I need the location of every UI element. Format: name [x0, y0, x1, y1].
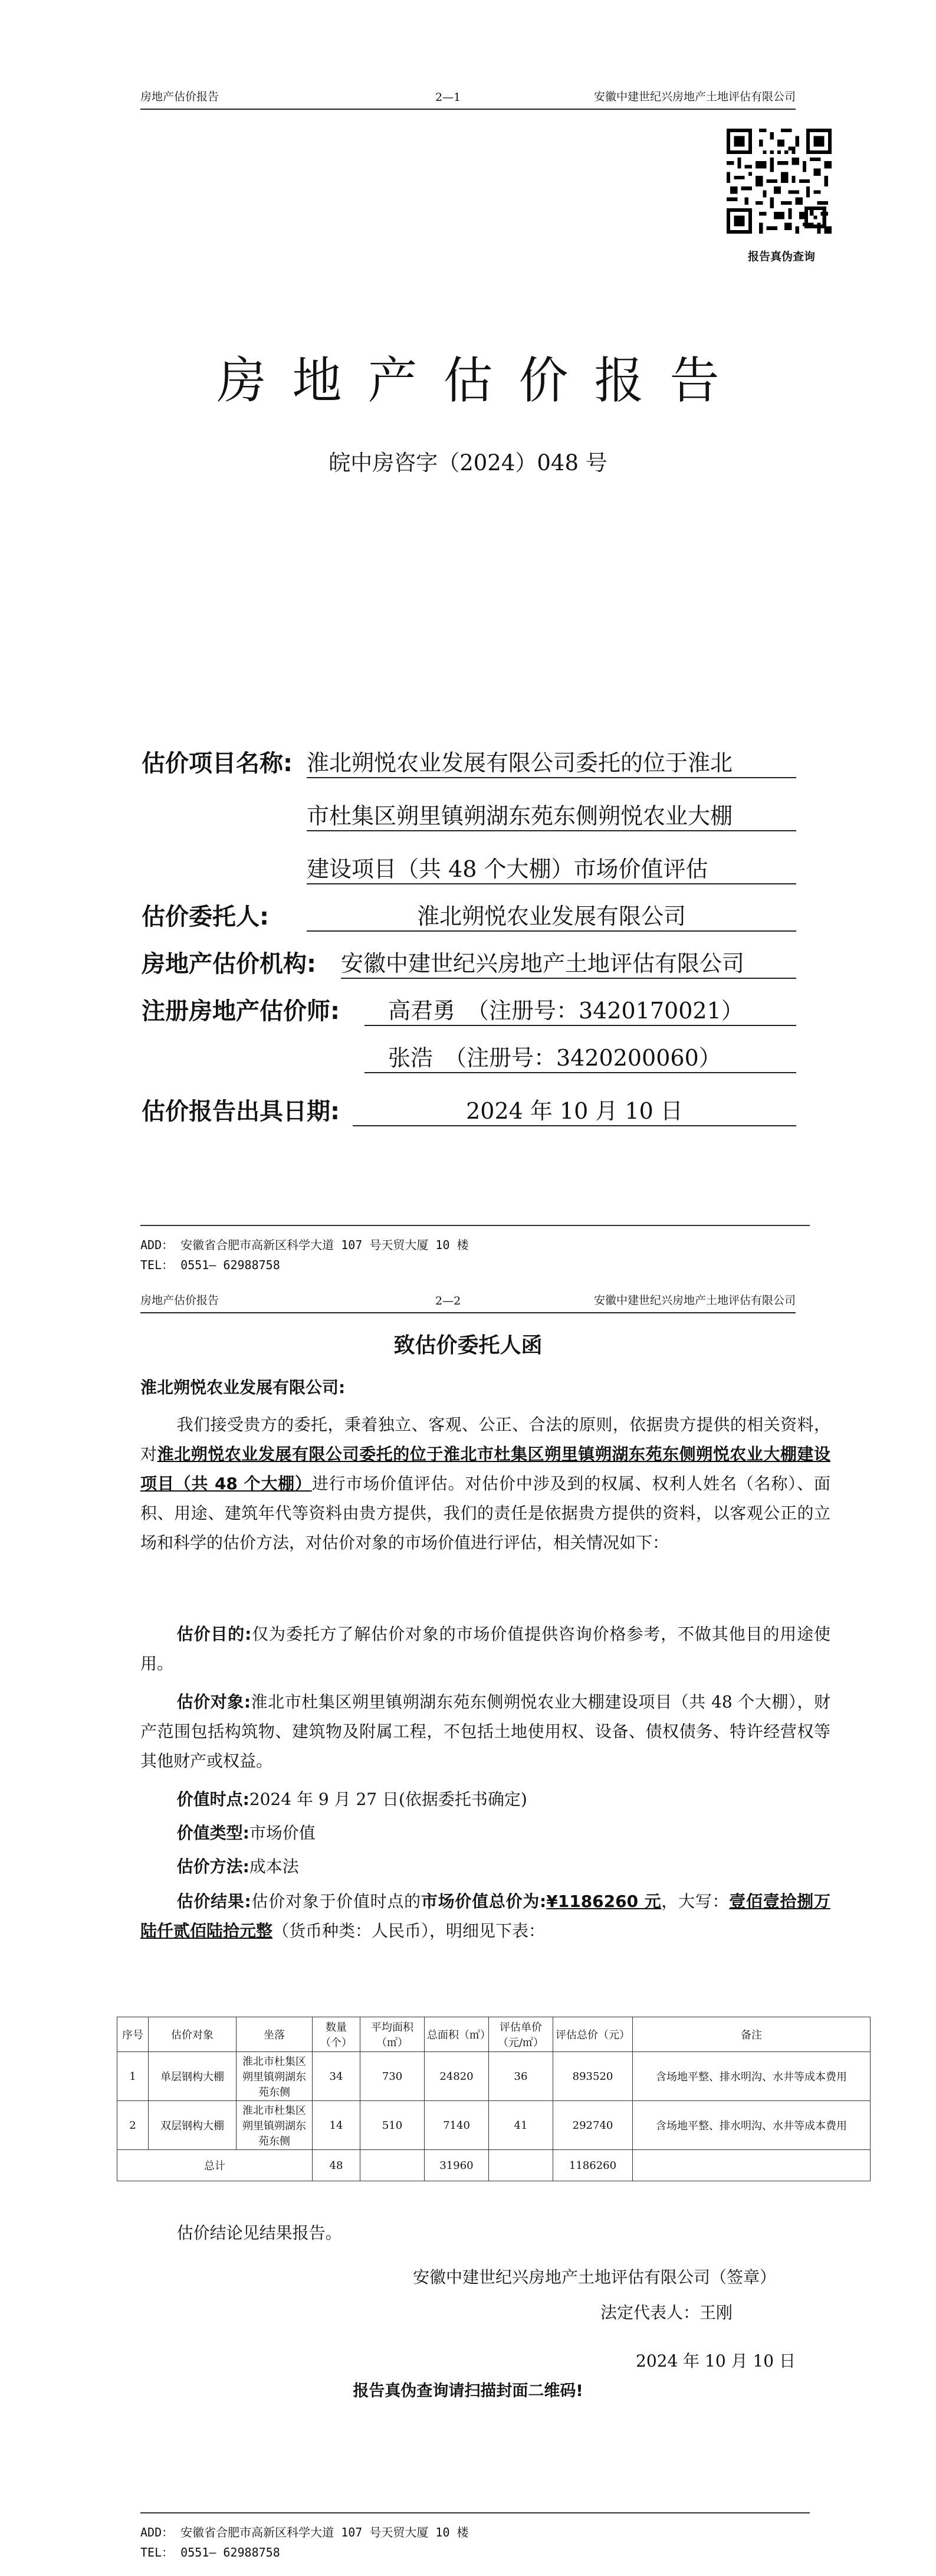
col-header: 坐落 — [237, 2017, 313, 2052]
table-row — [117, 2052, 871, 2101]
cell: 36 — [489, 2052, 553, 2101]
client-value: 淮北朔悦农业发展有限公司 — [307, 898, 796, 932]
appraiser-1: 高君勇 （注册号：3420170021） — [364, 992, 796, 1026]
agency-label: 房地产估价机构: — [142, 951, 316, 978]
valuation-table — [117, 2017, 871, 2181]
intro-paragraph — [140, 1410, 830, 1558]
purpose-label: 估价目的: — [176, 1624, 252, 1644]
col-header: 评估总价（元） — [553, 2017, 633, 2052]
footer-tel: TEL： 0551— 62988758 — [140, 2545, 280, 2559]
total-count: 48 — [313, 2150, 360, 2181]
result-text-d: ，大写： — [661, 1892, 730, 1911]
qr-code-icon[interactable] — [727, 129, 832, 234]
legal-representative: 法定代表人：王刚 — [600, 2303, 733, 2322]
intro-project: 淮北朔悦农业发展有限公司委托的位于淮北市杜集区朔里镇朔湖东苑东侧朔悦农业大棚建设项目（共 48 个大棚） — [140, 1444, 830, 1493]
cell: 1 — [117, 2052, 149, 2101]
header-company: 安徽中建世纪兴房地产土地评估有限公司 — [593, 90, 796, 103]
cell — [489, 2150, 553, 2181]
cell — [360, 2150, 425, 2181]
result-text-b: 市场价值总价为: — [421, 1892, 547, 1911]
total-label: 总计 — [117, 2150, 313, 2181]
cell: 淮北市杜集区朔里镇朔湖东苑东侧 — [237, 2052, 313, 2101]
header-left: 房地产估价报告 — [140, 1294, 219, 1307]
agency-value: 安徽中建世纪兴房地产土地评估有限公司 — [341, 945, 796, 979]
col-header: 备注 — [633, 2017, 871, 2052]
result-label: 估价结果: — [176, 1892, 251, 1911]
col-header: 序号 — [117, 2017, 149, 2052]
table-header-row — [117, 2017, 871, 2052]
cell: 24820 — [425, 2052, 489, 2101]
col-header: 数量（个） — [313, 2017, 360, 2052]
project-name-label: 估价项目名称: — [142, 750, 293, 777]
letter-page — [0, 1292, 936, 2576]
object-label: 估价对象: — [176, 1692, 251, 1712]
page-header — [140, 89, 796, 110]
object-paragraph — [140, 1687, 830, 1776]
col-header: 评估单价（元/㎡） — [489, 2017, 553, 2052]
cell: 双层钢构大棚 — [149, 2101, 237, 2150]
intro-text-c: 进行市场价值评估。对估价中涉及到的权属、权利人姓名（名称）、面积、用途、建筑年代等资料由贵方提供，我们的责任是依据贵方提供的资料，以客观公正的立场和科学的估价方法，对估价对象的市场价值进行评估，相关情况如下： — [140, 1474, 830, 1552]
client-label: 估价委托人: — [142, 903, 269, 930]
cell: 单层钢构大棚 — [149, 2052, 237, 2101]
header-page-number: 2—2 — [435, 1294, 461, 1307]
purpose-paragraph — [140, 1620, 830, 1679]
authenticity-note: 报告真伪查询请扫描封面二维码! — [353, 2382, 583, 2400]
cell: 510 — [360, 2101, 425, 2150]
time-label: 价值时点: — [176, 1790, 249, 1809]
footer-address: ADD： 安徽省合肥市高新区科学大道 107 号天贸大厦 10 楼 — [140, 2525, 469, 2539]
cell: 淮北市杜集区朔里镇朔湖东苑东侧 — [237, 2101, 313, 2150]
purpose-text: 仅为委托方了解估价对象的市场价值提供咨询价格参考，不做其他目的用途使用。 — [140, 1624, 830, 1673]
page-header — [140, 1292, 796, 1313]
total-value: 1186260 — [553, 2150, 633, 2181]
signing-date: 2024 年 10 月 10 日 — [636, 2351, 796, 2371]
recipient: 淮北朔悦农业发展有限公司: — [140, 1378, 346, 1397]
cell: 34 — [313, 2052, 360, 2101]
qr-label: 报告真伪查询 — [747, 250, 815, 263]
cell — [633, 2150, 871, 2181]
method-label: 估价方法: — [176, 1857, 249, 1876]
project-name-line1: 淮北朔悦农业发展有限公司委托的位于淮北 — [307, 745, 796, 778]
header-left: 房地产估价报告 — [140, 90, 219, 103]
cell: 含场地平整、排水明沟、水井等成本费用 — [633, 2052, 871, 2101]
cell: 7140 — [425, 2101, 489, 2150]
cell: 292740 — [553, 2101, 633, 2150]
issue-date-value: 2024 年 10 月 10 日 — [353, 1093, 796, 1126]
cell: 730 — [360, 2052, 425, 2101]
col-header: 平均面积（㎡） — [360, 2017, 425, 2052]
signing-company: 安徽中建世纪兴房地产土地评估有限公司（签章） — [413, 2267, 777, 2287]
appraiser-2: 张浩 （注册号：3420200060） — [364, 1040, 796, 1073]
conclusion: 估价结论见结果报告。 — [176, 2223, 342, 2243]
col-header: 估价对象 — [149, 2017, 237, 2052]
issue-date-label: 估价报告出具日期: — [142, 1098, 340, 1125]
col-header: 总面积（㎡） — [425, 2017, 489, 2052]
method-text: 成本法 — [249, 1857, 299, 1876]
type-text: 市场价值 — [249, 1823, 316, 1843]
value-type — [140, 1818, 830, 1848]
intro-text-a: 我们接受贵方的委托，秉着独立、客观、公正、合法的原则，依据贵方提供的相关资料，对 — [140, 1415, 830, 1464]
result-paragraph — [140, 1887, 830, 1946]
footer-rule — [140, 1225, 810, 1226]
table-row — [117, 2101, 871, 2150]
object-text: 淮北市杜集区朔里镇朔湖东苑东侧朔悦农业大棚建设项目（共 48 个大棚），财产范围包括构筑物、建筑物及附属工程，不包括土地使用权、设备、债权债务、特许经营权等其他财产或权益。 — [140, 1692, 830, 1771]
valuation-method — [140, 1852, 830, 1882]
time-text: 2024 年 9 月 27 日(依据委托书确定) — [249, 1790, 527, 1809]
table-total-row — [117, 2150, 871, 2181]
footer-address: ADD： 安徽省合肥市高新区科学大道 107 号天贸大厦 10 楼 — [140, 1238, 469, 1252]
cell: 41 — [489, 2101, 553, 2150]
project-name-line2: 市杜集区朔里镇朔湖东苑东侧朔悦农业大棚 — [307, 798, 796, 831]
type-label: 价值类型: — [176, 1823, 249, 1843]
header-page-number: 2—1 — [435, 91, 461, 104]
letter-title: 致估价委托人函 — [393, 1333, 543, 1358]
result-text-a: 估价对象于价值时点的 — [251, 1892, 421, 1911]
total-area: 31960 — [425, 2150, 489, 2181]
cell: 893520 — [553, 2052, 633, 2101]
appraiser-label: 注册房地产估价师: — [142, 998, 340, 1025]
result-amount: ¥1186260 元 — [546, 1892, 662, 1911]
project-name-line3: 建设项目（共 48 个大棚）市场价值评估 — [307, 851, 796, 884]
report-title: 房地产估价报告 — [216, 352, 745, 409]
document-number: 皖中房咨字（2024）048 号 — [329, 450, 607, 476]
footer-tel: TEL： 0551— 62988758 — [140, 1258, 280, 1272]
result-amount-words: 壹佰壹拾捌万陆仟贰佰陆拾元整 — [140, 1892, 830, 1941]
footer-rule — [140, 2512, 810, 2513]
cell: 含场地平整、排水明沟、水井等成本费用 — [633, 2101, 871, 2150]
result-text-f: （货币种类：人民币），明细见下表： — [272, 1921, 546, 1941]
value-time — [140, 1785, 830, 1814]
header-company: 安徽中建世纪兴房地产土地评估有限公司 — [593, 1294, 796, 1307]
cell: 2 — [117, 2101, 149, 2150]
cell: 14 — [313, 2101, 360, 2150]
